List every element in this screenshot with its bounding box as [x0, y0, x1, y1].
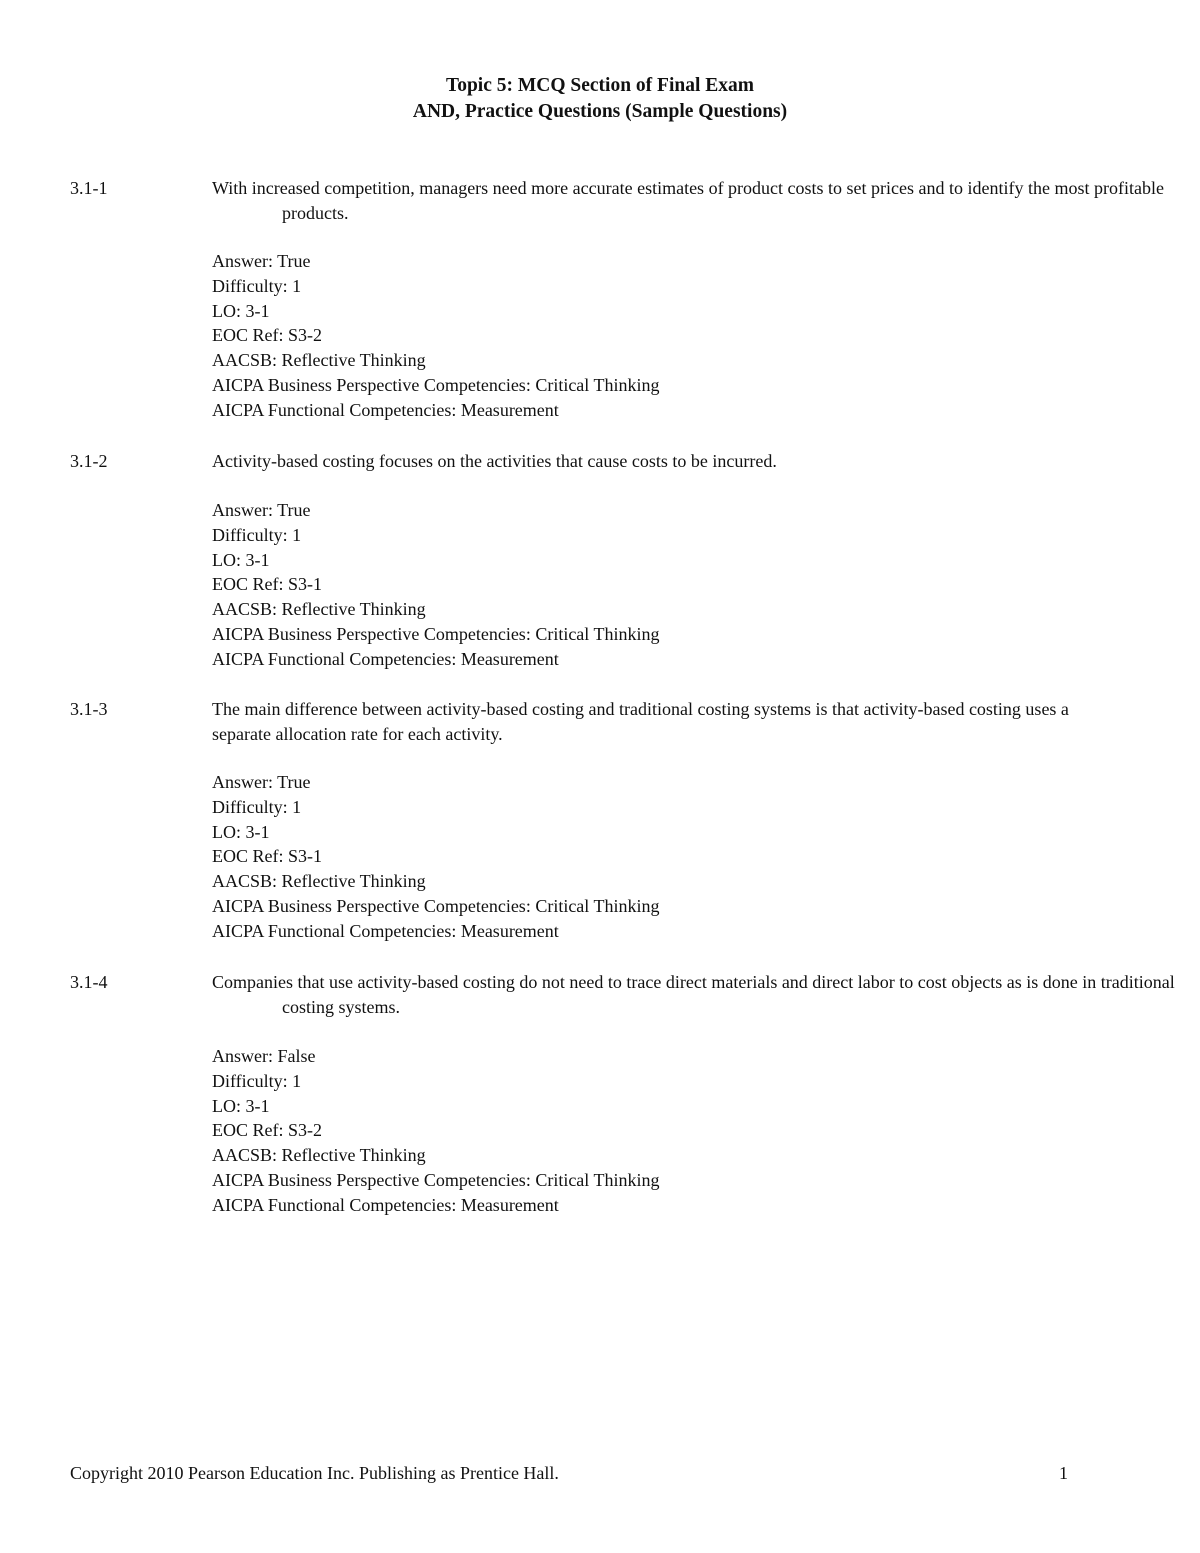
answer: Answer: True [212, 772, 311, 792]
answer: Answer: True [212, 500, 311, 520]
aacsb: AACSB: Reflective Thinking [212, 599, 426, 620]
aacsb: AACSB: Reflective Thinking [212, 1145, 426, 1166]
aicpa-business-perspective: AICPA Business Perspective Competencies: Critical Thinking [212, 623, 660, 644]
difficulty: Difficulty: 1 [212, 275, 302, 296]
learning-objective: LO: 3-1 [212, 549, 270, 570]
question-number: 3.1-4 [70, 972, 108, 992]
page-number: 1 [1059, 1463, 1068, 1483]
question-text: Companies that use activity-based costing do not need to trace direct materials and direct labor to cost objects as is done in traditional costing systems. [212, 972, 1175, 1017]
aicpa-business-perspective: AICPA Business Perspective Competencies: Critical Thinking [212, 1169, 660, 1190]
footer-copyright: Copyright 2010 Pearson Education Inc. Publishing as Prentice Hall. [70, 1463, 559, 1483]
title-line-1: Topic 5: MCQ Section of Final Exam [445, 75, 755, 96]
document-title [0, 73, 1200, 125]
answer: Answer: True [212, 251, 311, 271]
question-number: 3.1-1 [70, 178, 108, 198]
eoc-ref: EOC Ref: S3-1 [212, 574, 322, 595]
aicpa-functional: AICPA Functional Competencies: Measurement [212, 920, 559, 941]
learning-objective: LO: 3-1 [212, 300, 270, 321]
aicpa-functional: AICPA Functional Competencies: Measurement [212, 399, 559, 420]
difficulty: Difficulty: 1 [212, 524, 302, 545]
question-text: The main difference between activity-based costing and traditional costing systems is that activity-based costing uses a separate allocation rate for each activity. [212, 699, 1069, 744]
eoc-ref: EOC Ref: S3-1 [212, 846, 322, 867]
difficulty: Difficulty: 1 [212, 1070, 302, 1091]
question-metadata [212, 249, 659, 423]
question-number: 3.1-2 [70, 451, 108, 471]
aicpa-business-perspective: AICPA Business Perspective Competencies: Critical Thinking [212, 374, 660, 395]
aacsb: AACSB: Reflective Thinking [212, 871, 426, 892]
question-number: 3.1-3 [70, 699, 108, 719]
learning-objective: LO: 3-1 [212, 1095, 270, 1116]
answer: Answer: False [212, 1046, 316, 1066]
question-metadata [212, 1044, 659, 1218]
eoc-ref: EOC Ref: S3-2 [212, 325, 322, 346]
question-metadata [212, 770, 659, 944]
question-metadata [212, 498, 659, 672]
aacsb: AACSB: Reflective Thinking [212, 350, 426, 371]
title-line-2: AND, Practice Questions (Sample Questions) [412, 101, 788, 122]
question-text: With increased competition, managers need more accurate estimates of product costs to set prices and to identify the most profitable products. [212, 178, 1164, 223]
aicpa-functional: AICPA Functional Competencies: Measurement [212, 648, 559, 669]
question-text: Activity-based costing focuses on the activities that cause costs to be incurred. [212, 451, 777, 471]
difficulty: Difficulty: 1 [212, 796, 302, 817]
aicpa-functional: AICPA Functional Competencies: Measurement [212, 1194, 559, 1215]
learning-objective: LO: 3-1 [212, 821, 270, 842]
aicpa-business-perspective: AICPA Business Perspective Competencies: Critical Thinking [212, 895, 660, 916]
eoc-ref: EOC Ref: S3-2 [212, 1120, 322, 1141]
